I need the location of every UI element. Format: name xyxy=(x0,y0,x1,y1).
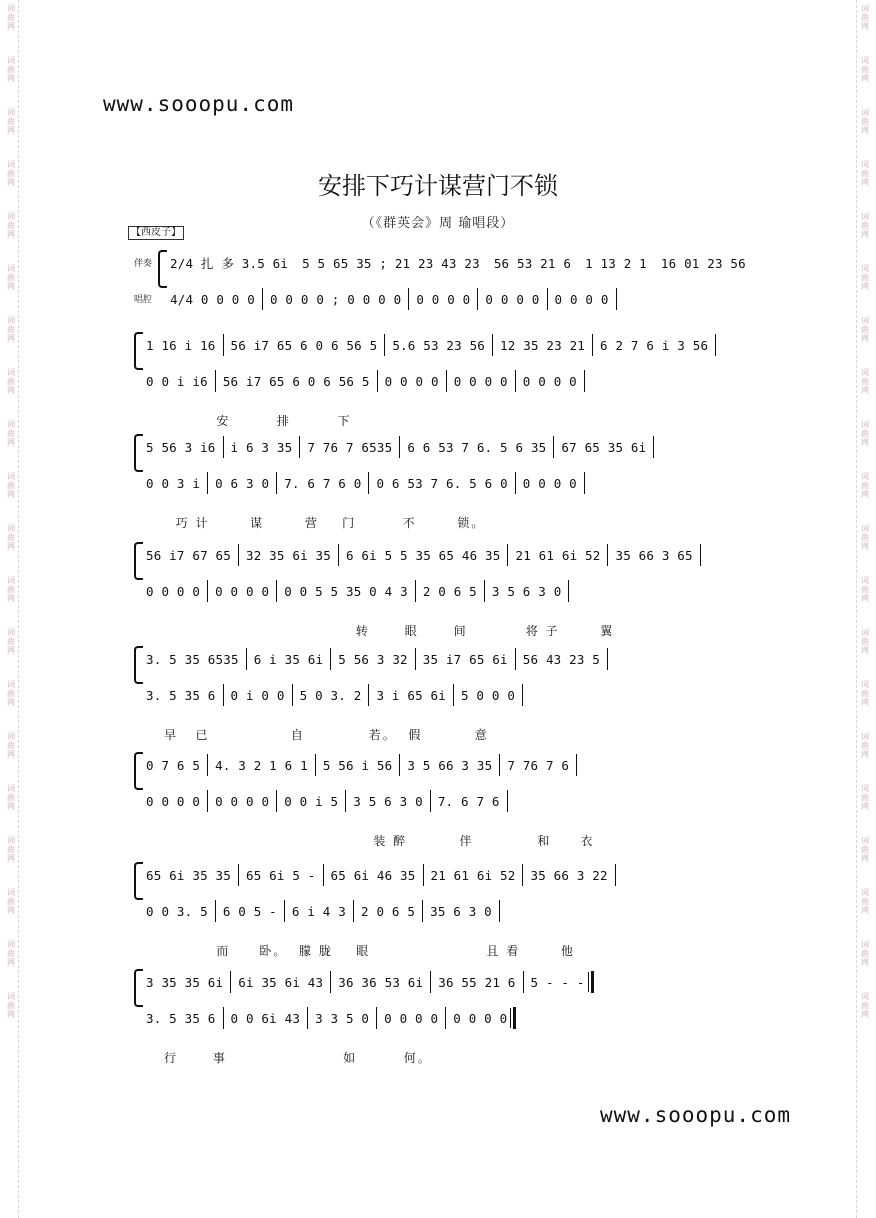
measure: 1 16 i 16 xyxy=(146,337,216,353)
measure: 32 35 6i 35 xyxy=(245,547,331,563)
barline xyxy=(513,1007,516,1029)
lyrics-line: 早 已 自 若。 假 意 xyxy=(164,728,489,742)
barline xyxy=(591,971,594,993)
barline xyxy=(338,544,339,566)
measure: 0 0 3. 5 xyxy=(146,903,208,919)
barline xyxy=(423,864,424,886)
measure: 0 0 0 0 xyxy=(453,373,508,389)
measure: 65 6i 5 - xyxy=(245,867,316,883)
measure: 6 i 4 3 xyxy=(291,903,346,919)
barline xyxy=(276,472,277,494)
barline xyxy=(445,1007,446,1029)
lyrics-line: 行 事 如 何。 xyxy=(164,1051,432,1065)
system-brace xyxy=(134,646,143,684)
part-label-accompaniment: 伴奏 xyxy=(134,259,153,269)
accompaniment-line xyxy=(146,650,754,668)
measure: 16 01 23 56 xyxy=(660,255,746,271)
system-brace xyxy=(134,969,143,1007)
watermark-text: 词曲网 xyxy=(7,732,15,759)
measure: 7. 6 7 6 xyxy=(437,793,500,809)
measure: 0 0 0 0 xyxy=(522,475,577,491)
watermark-text: 词曲网 xyxy=(7,212,15,239)
barline xyxy=(653,436,654,458)
barline xyxy=(368,684,369,706)
measure: 4. 3 2 1 6 1 xyxy=(215,757,308,773)
watermark-text: 词曲网 xyxy=(861,56,869,83)
part-label-vocal: 唱腔 xyxy=(134,295,153,305)
system-brace xyxy=(134,542,143,580)
watermark-text: 词曲网 xyxy=(7,420,15,447)
measure: 21 61 6i 52 xyxy=(430,867,516,883)
lyrics-line: 安 排 下 xyxy=(164,414,352,428)
watermark-text: 词曲网 xyxy=(7,992,15,1019)
barline xyxy=(522,864,523,886)
barline xyxy=(353,900,354,922)
measure: 56 i7 65 6 0 6 56 5 xyxy=(230,337,378,353)
measure: 5 - - - xyxy=(530,974,585,990)
watermark-text: 词曲网 xyxy=(7,680,15,707)
measure: 3 3 5 0 xyxy=(315,1010,370,1026)
watermark-text: 词曲网 xyxy=(861,264,869,291)
barline xyxy=(330,648,331,670)
measure: 6 6i 5 5 35 65 46 35 xyxy=(345,547,501,563)
score-subtitle: （《群英会》周 瑜唱段） xyxy=(361,216,515,231)
watermark-text: 词曲网 xyxy=(861,888,869,915)
measure: 0 0 0 0 xyxy=(453,1010,508,1026)
measure: 0 0 0 0 xyxy=(215,583,270,599)
measure: 0 0 0 0 xyxy=(554,291,609,307)
barline xyxy=(223,436,224,458)
measure: 3 5 6 3 0 xyxy=(491,583,562,599)
watermark-text: 词曲网 xyxy=(861,160,869,187)
system-brace xyxy=(134,434,143,472)
barline xyxy=(330,971,331,993)
barline xyxy=(223,1007,224,1029)
barline xyxy=(499,754,500,776)
barline xyxy=(215,900,216,922)
watermark-text: 词曲网 xyxy=(861,732,869,759)
measure: 0 i 0 0 xyxy=(230,687,285,703)
barline xyxy=(477,288,478,310)
barline xyxy=(246,648,247,670)
measure: i 6 3 35 xyxy=(230,439,293,455)
watermark-text: 词曲网 xyxy=(861,368,869,395)
vocal-line xyxy=(146,1009,754,1027)
barline xyxy=(215,370,216,392)
measure: 0 0 i 5 xyxy=(284,793,339,809)
music-system xyxy=(134,965,754,1065)
measure: 36 55 21 6 xyxy=(438,974,516,990)
watermark-text: 词曲网 xyxy=(861,576,869,603)
barline xyxy=(507,790,508,812)
measure: 5 56 3 32 xyxy=(338,651,408,667)
barline xyxy=(315,754,316,776)
watermark-text: 词曲网 xyxy=(7,264,15,291)
barline xyxy=(584,472,585,494)
measure: 1 13 2 1 xyxy=(585,255,647,271)
barline xyxy=(715,334,716,356)
accompaniment-line xyxy=(146,973,754,991)
accompaniment-line xyxy=(146,438,754,456)
music-system xyxy=(134,538,754,638)
measure: 0 0 5 5 35 0 4 3 xyxy=(284,583,408,599)
watermark-text: 词曲网 xyxy=(861,316,869,343)
measure: 3 5 6 3 0 xyxy=(353,793,423,809)
watermark-text: 词曲网 xyxy=(861,524,869,551)
music-system xyxy=(134,642,754,742)
watermark-text: 词曲网 xyxy=(7,160,15,187)
watermark-text: 词曲网 xyxy=(861,4,869,31)
measure: 65 6i 35 35 xyxy=(146,867,231,883)
watermark-text: 词曲网 xyxy=(861,212,869,239)
measure: 0 0 i i6 xyxy=(146,373,208,389)
vocal-line xyxy=(146,372,754,390)
measure: 67 65 35 6i xyxy=(561,439,647,455)
barline xyxy=(515,472,516,494)
watermark-text: 词曲网 xyxy=(7,368,15,395)
watermark-text: 词曲网 xyxy=(7,472,15,499)
barline xyxy=(616,288,617,310)
barline xyxy=(547,288,548,310)
system-brace xyxy=(134,862,143,900)
watermark-text: 词曲网 xyxy=(861,472,869,499)
score-title: 安排下巧计谋营门不锁 xyxy=(318,172,558,200)
barline xyxy=(223,334,224,356)
measure: 2 0 6 5 xyxy=(422,583,477,599)
measure: 0 0 0 0 xyxy=(215,793,270,809)
measure: 56 43 23 5 xyxy=(522,651,601,667)
measure: 0 0 0 0 xyxy=(146,583,201,599)
barline xyxy=(415,648,416,670)
barline xyxy=(207,754,208,776)
watermark-text: 词曲网 xyxy=(7,4,15,31)
measure: 36 36 53 6i xyxy=(338,974,424,990)
barline xyxy=(607,648,608,670)
barline xyxy=(230,971,231,993)
measure: 0 0 3 i xyxy=(146,475,201,491)
barline xyxy=(422,900,423,922)
watermark-text: 词曲网 xyxy=(7,784,15,811)
watermark-text: 词曲网 xyxy=(861,992,869,1019)
measure: 7. 6 7 6 0 xyxy=(284,475,362,491)
barline xyxy=(446,370,447,392)
measure: 6 0 5 - xyxy=(222,903,277,919)
measure: 0 0 0 0 xyxy=(416,291,471,307)
measure: 35 66 3 22 xyxy=(530,867,608,883)
watermark-text: 词曲网 xyxy=(861,628,869,655)
measure: 56 i7 65 6 0 6 56 5 xyxy=(222,373,370,389)
measure: 6 2 7 6 i 3 56 xyxy=(600,337,709,353)
measure: 0 7 6 5 xyxy=(146,757,201,773)
measure: 35 i7 65 6i xyxy=(422,651,508,667)
barline xyxy=(700,544,701,566)
vocal-line xyxy=(146,474,754,492)
barline xyxy=(384,334,385,356)
measure: 0 0 0 0 xyxy=(384,1010,439,1026)
watermark-text: 词曲网 xyxy=(861,836,869,863)
measure: 35 6 3 0 xyxy=(430,903,492,919)
barline xyxy=(276,790,277,812)
barline xyxy=(492,334,493,356)
measure: 6 6 53 7 6. 5 6 35 xyxy=(407,439,547,455)
measure: 65 6i 46 35 xyxy=(330,867,416,883)
watermark-text: 词曲网 xyxy=(7,836,15,863)
barline xyxy=(576,754,577,776)
measure: 56 i7 67 65 xyxy=(146,547,231,563)
music-system xyxy=(134,328,754,428)
barline xyxy=(376,1007,377,1029)
barline xyxy=(484,580,485,602)
measure: 3. 5 35 6 xyxy=(146,687,216,703)
barline xyxy=(568,580,569,602)
watermark-text: 词曲网 xyxy=(7,576,15,603)
accompaniment-line xyxy=(146,546,754,564)
measure: 56 53 21 6 xyxy=(493,255,572,271)
measure: 2 0 6 5 xyxy=(361,903,416,919)
accompaniment-line xyxy=(146,866,754,884)
barline xyxy=(408,288,409,310)
watermark-text: 词曲网 xyxy=(861,680,869,707)
barline xyxy=(307,1007,308,1029)
vocal-line xyxy=(146,902,754,920)
system-brace xyxy=(134,332,143,370)
barline xyxy=(276,580,277,602)
measure: 4/4 0 0 0 0 xyxy=(170,291,255,307)
barline xyxy=(515,370,516,392)
measure: 6 i 35 6i xyxy=(253,651,324,667)
watermark-text: 词曲网 xyxy=(861,940,869,967)
measure: 0 0 0 0 xyxy=(384,373,439,389)
measure: 21 61 6i 52 xyxy=(515,547,601,563)
site-url-bottom[interactable]: www.sooopu.com xyxy=(600,1103,792,1127)
barline xyxy=(207,472,208,494)
measure: 3 5 66 3 35 xyxy=(407,757,493,773)
measure: 6i 35 6i 43 xyxy=(238,974,324,990)
vocal-line xyxy=(146,792,754,810)
tune-label: 【西皮子】 xyxy=(128,226,184,240)
measure: 0 0 0 0 xyxy=(485,291,540,307)
barline xyxy=(523,971,524,993)
measure: 35 66 3 65 xyxy=(615,547,693,563)
barline xyxy=(368,472,369,494)
barline xyxy=(507,544,508,566)
measure: 5 56 3 i6 xyxy=(146,439,216,455)
accompaniment-line xyxy=(146,336,754,354)
barline xyxy=(607,544,608,566)
barline xyxy=(592,334,593,356)
measure: 3. 5 35 6 xyxy=(146,1010,216,1026)
music-system xyxy=(134,246,754,322)
barline xyxy=(399,436,400,458)
lyrics-line: 巧 计 谋 营 门 不 锁。 xyxy=(164,516,486,530)
measure: 5 5 65 35 ; 21 23 43 23 xyxy=(302,255,480,271)
accompaniment-line xyxy=(170,254,754,272)
vocal-line xyxy=(170,290,754,308)
lyrics-line: 转 眼 间 将 子 翼 xyxy=(164,624,615,638)
barline xyxy=(453,684,454,706)
measure: 12 35 23 21 xyxy=(500,337,586,353)
system-brace xyxy=(134,752,143,790)
barline xyxy=(553,436,554,458)
system-brace xyxy=(158,250,167,288)
watermark-text: 词曲网 xyxy=(861,108,869,135)
watermark-text: 词曲网 xyxy=(7,628,15,655)
barline xyxy=(238,544,239,566)
music-system xyxy=(134,858,754,958)
barline xyxy=(499,900,500,922)
lyrics-line: 而 卧。 朦 胧 眼 且 看 他 xyxy=(164,944,575,958)
music-system xyxy=(134,430,754,530)
barline xyxy=(207,790,208,812)
barline xyxy=(377,370,378,392)
measure: 0 0 0 0 ; 0 0 0 0 xyxy=(269,291,402,307)
measure: 5 56 i 56 xyxy=(322,757,393,773)
barline xyxy=(223,684,224,706)
vocal-line xyxy=(146,582,754,600)
measure: 5 0 3. 2 xyxy=(299,687,362,703)
watermark-text: 词曲网 xyxy=(7,108,15,135)
measure: 5.6 53 23 56 xyxy=(392,337,486,353)
vocal-line xyxy=(146,686,754,704)
barline xyxy=(430,971,431,993)
barline xyxy=(238,864,239,886)
barline xyxy=(430,790,431,812)
watermark-text: 词曲网 xyxy=(7,524,15,551)
measure: 3 i 65 6i xyxy=(376,687,446,703)
measure: 0 6 53 7 6. 5 6 0 xyxy=(376,475,508,491)
accompaniment-line xyxy=(146,756,754,774)
watermark-text: 词曲网 xyxy=(7,56,15,83)
watermark-text: 词曲网 xyxy=(861,420,869,447)
barline xyxy=(292,684,293,706)
watermark-text: 词曲网 xyxy=(7,888,15,915)
barline xyxy=(515,648,516,670)
barline xyxy=(345,790,346,812)
music-system xyxy=(134,748,754,848)
measure: 7 76 7 6 xyxy=(507,757,570,773)
barline xyxy=(284,900,285,922)
barline xyxy=(323,864,324,886)
measure: 0 6 3 0 xyxy=(215,475,270,491)
measure: 0 0 0 0 xyxy=(146,793,201,809)
measure: 3 35 35 6i xyxy=(146,974,224,990)
barline xyxy=(262,288,263,310)
measure: 5 0 0 0 xyxy=(460,687,516,703)
lyrics-line: 装 醉 伴 和 衣 xyxy=(164,834,595,848)
measure: 3. 5 35 6535 xyxy=(146,651,239,667)
site-url-top[interactable]: www.sooopu.com xyxy=(103,92,295,116)
barline xyxy=(207,580,208,602)
barline xyxy=(584,370,585,392)
barline xyxy=(522,684,523,706)
measure: 7 76 7 6535 xyxy=(307,439,393,455)
measure: 0 0 0 0 xyxy=(522,373,577,389)
barline xyxy=(415,580,416,602)
measure: 0 0 6i 43 xyxy=(230,1010,301,1026)
measure: 2/4 扎 多 3.5 6i xyxy=(170,256,289,271)
barline xyxy=(615,864,616,886)
watermark-text: 词曲网 xyxy=(861,784,869,811)
barline xyxy=(399,754,400,776)
watermark-text: 词曲网 xyxy=(7,316,15,343)
barline xyxy=(299,436,300,458)
watermark-text: 词曲网 xyxy=(7,940,15,967)
